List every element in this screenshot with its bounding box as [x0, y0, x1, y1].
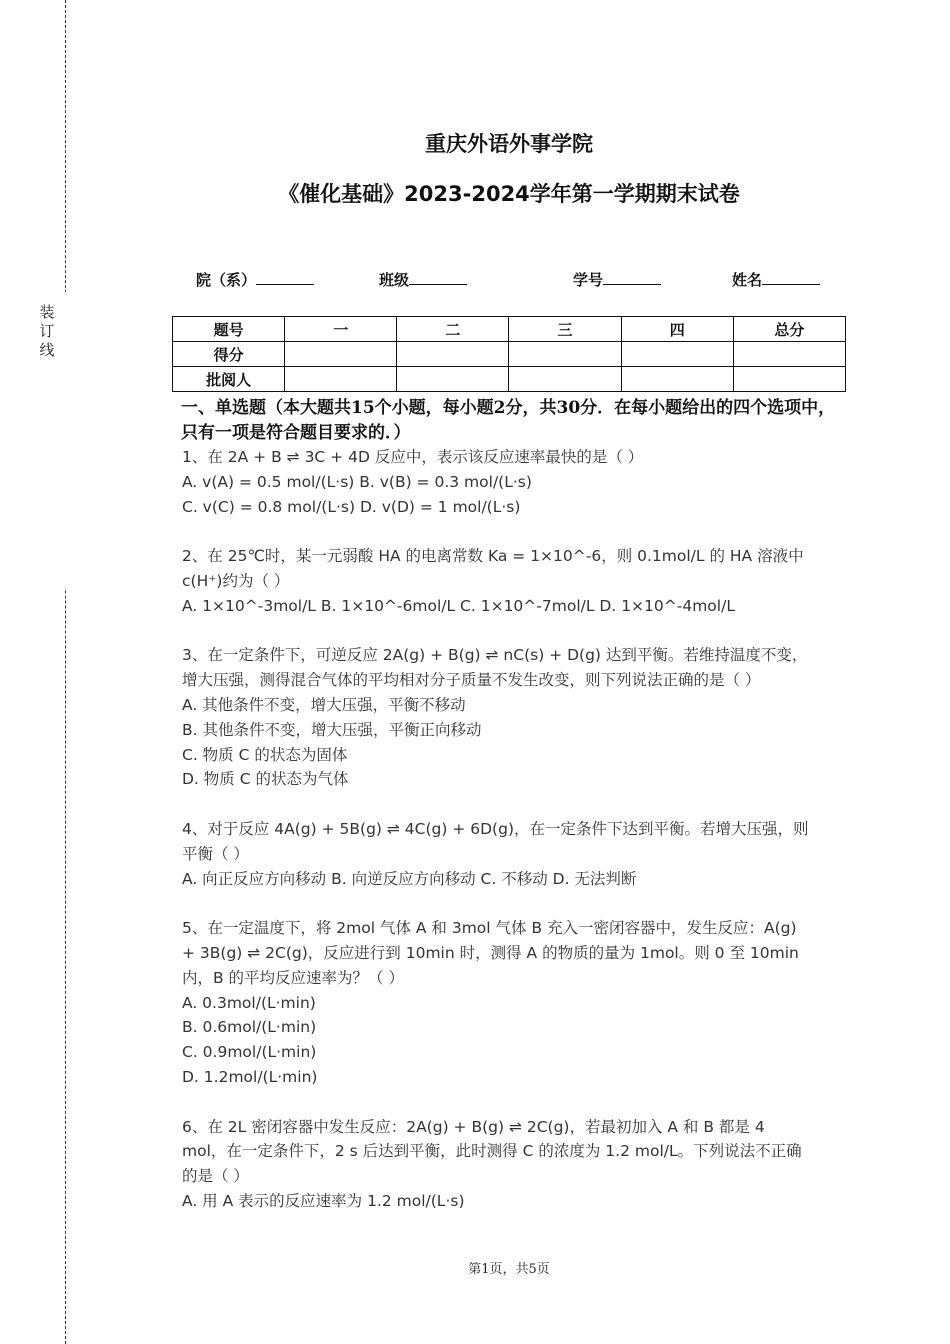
question-stem-line: 平衡（ ） [182, 844, 249, 863]
question-stem-line: 5、在一定温度下，将 2mol 气体 A 和 3mol 气体 B 充入一密闭容器中，发生反应：A(g) [182, 919, 797, 938]
page-footer: 第1页，共5页 [468, 1262, 550, 1277]
question-option-line: D. 物质 C 的状态为气体 [182, 770, 349, 789]
question-option-line: C. v(C) = 0.8 mol/(L·s) D. v(D) = 1 mol/(L·s) [182, 497, 521, 516]
grader-cell [733, 367, 845, 392]
score-table-header: 四 [621, 317, 733, 342]
score-table-header: 三 [509, 317, 621, 342]
score-table-header: 二 [397, 317, 509, 342]
score-table-row-grader [173, 367, 846, 392]
question-option-line: D. 1.2mol/(L·min) [182, 1067, 318, 1086]
question-option-line: A. v(A) = 0.5 mol/(L·s) B. v(B) = 0.3 mol/(L·s) [182, 472, 532, 491]
score-table-header-row [173, 317, 846, 342]
question-6 [182, 1115, 840, 1214]
question-stem-line: 的是（ ） [182, 1167, 249, 1186]
question-stem-line: + 3B(g) ⇌ 2C(g)，反应进行到 10min 时，测得 A 的物质的量为 1mol。则 0 至 10min [182, 943, 799, 962]
question-stem-line: 2、在 25℃时，某一元弱酸 HA 的电离常数 Ka = 1×10^-6，则 0.1mol/L 的 HA 溶液中 [182, 547, 804, 566]
score-table [172, 316, 846, 392]
binding-label: 装订线 [39, 303, 55, 359]
question-stem-line: 1、在 2A + B ⇌ 3C + 4D 反应中，表示该反应速率最快的是（ ） [182, 448, 644, 466]
question-option-line: B. 0.6mol/(L·min) [182, 1018, 317, 1037]
question-option-line: A. 向正反应方向移动 B. 向逆反应方向移动 C. 不移动 D. 无法判断 [182, 869, 637, 888]
score-table-header: 总分 [733, 317, 845, 342]
grader-cell [285, 367, 397, 392]
score-cell [285, 342, 397, 367]
question-option-line: A. 其他条件不变，增大压强，平衡不移动 [182, 695, 466, 714]
score-cell [733, 342, 845, 367]
blank-line [603, 269, 661, 285]
score-table-row-score [173, 342, 846, 367]
binding-gap [58, 292, 74, 588]
question-stem-line: 增大压强，测得混合气体的平均相对分子质量不发生改变，则下列说法正确的是（ ） [182, 671, 761, 690]
info-field-student-id: 学号 [573, 269, 661, 290]
question-stem-line: mol，在一定条件下，2 s 后达到平衡，此时测得 C 的浓度为 1.2 mol/L。下列说法不正确 [182, 1142, 802, 1161]
question-5 [182, 916, 840, 1090]
exam-title: 《催化基础》2023-2024学年第一学期期末试卷 [278, 182, 740, 206]
question-option-line: A. 1×10^-3mol/L B. 1×10^-6mol/L C. 1×10^-7mol/L D. 1×10^-4mol/L [182, 596, 735, 615]
question-4 [182, 817, 840, 891]
score-table-row-label: 得分 [173, 342, 285, 367]
question-list [182, 445, 840, 1214]
info-field-class: 班级 [379, 269, 467, 290]
grader-cell [397, 367, 509, 392]
question-option-line: A. 0.3mol/(L·min) [182, 993, 316, 1012]
score-table-row-label: 批阅人 [173, 367, 285, 392]
info-field-name: 姓名 [732, 269, 820, 290]
score-cell [509, 342, 621, 367]
question-option-line: C. 物质 C 的状态为固体 [182, 745, 348, 764]
question-stem-line: 3、在一定条件下，可逆反应 2A(g) + B(g) ⇌ nC(s) + D(g) 达到平衡。若维持温度不变， [182, 646, 808, 665]
grader-cell [509, 367, 621, 392]
score-table-header: 一 [285, 317, 397, 342]
info-field-department: 院（系） [196, 269, 314, 290]
question-option-line: C. 0.9mol/(L·min) [182, 1043, 317, 1062]
question-3 [182, 643, 840, 792]
question-stem-line: 内，B 的平均反应速率为？（ ） [182, 968, 404, 987]
score-cell [621, 342, 733, 367]
question-1 [182, 445, 840, 519]
section-heading: 一、单选题（本大题共15个小题，每小题2分，共30分．在每小题给出的四个选项中，只有一项是符合题目要求的．） [181, 398, 836, 443]
question-stem-line: c(H⁺)约为（ ） [182, 571, 290, 590]
question-2 [182, 544, 840, 618]
question-stem-line: 6、在 2L 密闭容器中发生反应：2A(g) + B(g) ⇌ 2C(g)，若最初加入 A 和 B 都是 4 [182, 1117, 765, 1136]
score-cell [397, 342, 509, 367]
blank-line [762, 269, 820, 285]
blank-line [409, 269, 467, 285]
grader-cell [621, 367, 733, 392]
score-table-header: 题号 [173, 317, 285, 342]
school-name: 重庆外语外事学院 [425, 132, 593, 156]
blank-line [256, 269, 314, 285]
question-option-line: B. 其他条件不变，增大压强，平衡正向移动 [182, 720, 482, 739]
question-stem-line: 4、对于反应 4A(g) + 5B(g) ⇌ 4C(g) + 6D(g)，在一定条件下达到平衡。若增大压强，则 [182, 819, 809, 838]
question-option-line: A. 用 A 表示的反应速率为 1.2 mol/(L·s) [182, 1191, 465, 1210]
